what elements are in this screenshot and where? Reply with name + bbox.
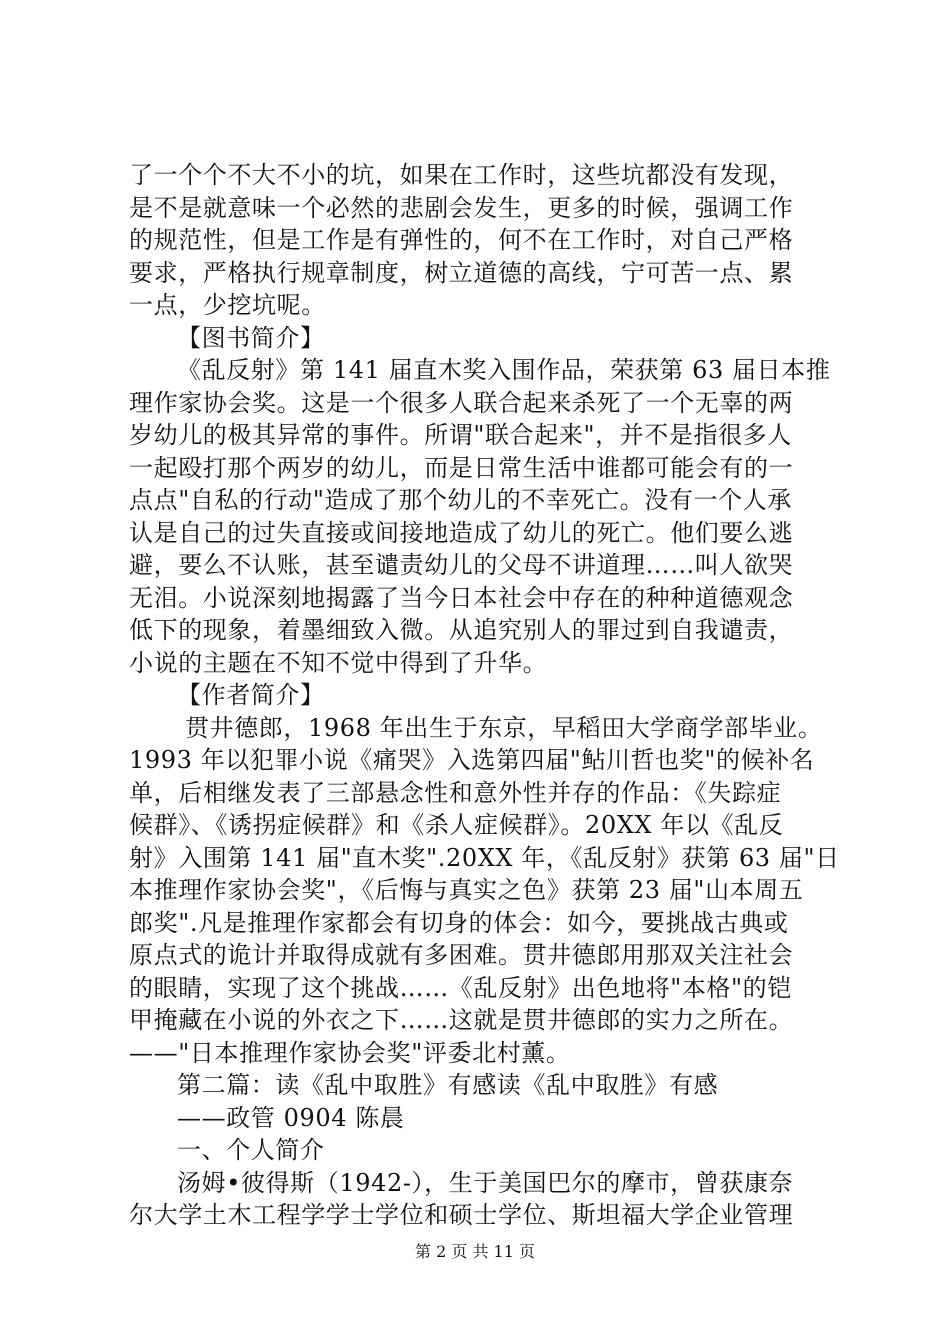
- text-line: 点点"自私的行动"造成了那个幼儿的不幸死亡。没有一个人承: [129, 486, 792, 514]
- text-line: 本推理作家协会奖"，《后悔与真实之色》获第 23 届"山本周五: [129, 876, 804, 904]
- text-line: 无泪。小说深刻地揭露了当今日本社会中存在的种种道德观念: [129, 583, 794, 612]
- text-line: 贯井德郎，1968 年出生于东京，早稻田大学商学部毕业。: [185, 713, 823, 742]
- text-line: 候群》、《诱拐症候群》和《杀人症候群》。20XX 年以《乱反: [129, 811, 784, 839]
- text-line: 岁幼儿的极其异常的事件。所谓"联合起来"，并不是指很多人: [129, 421, 792, 449]
- text-line: 1993 年以犯罪小说《痛哭》入选第四届"鲇川哲也奖"的候补名: [129, 746, 815, 774]
- text-line: 射》入围第 141 届"直木奖".20XX 年，《乱反射》获第 63 届"日: [129, 843, 840, 872]
- section-heading-author-intro: 【作者简介】: [177, 681, 325, 709]
- text-line: 是不是就意味一个必然的悲剧会发生，更多的时候，强调工作: [129, 193, 794, 222]
- section-heading-book-intro: 【图书简介】: [177, 323, 325, 352]
- text-line: 理作家协会奖。这是一个很多人联合起来杀死了一个无辜的两: [129, 388, 794, 417]
- text-line: 尔大学土木工程学学士学位和硕士学位、斯坦福大学企业管理: [129, 1201, 794, 1229]
- text-line: 的规范性，但是工作是有弹性的，何不在工作时，对自己严格: [129, 226, 794, 254]
- text-line: 甲掩藏在小说的外衣之下……这就是贯井德郎的实力之所在。: [129, 1006, 794, 1034]
- text-line: 原点式的诡计并取得成就有多困难。贯井德郎用那双关注社会: [129, 941, 794, 969]
- text-line: 了一个个不大不小的坑，如果在工作时，这些坑都没有发现，: [129, 161, 794, 189]
- text-line: 的眼睛，实现了这个挑战……《乱反射》出色地将"本格"的铠: [129, 973, 792, 1002]
- text-line: 避，要么不认账，甚至谴责幼儿的父母不讲道理……叫人欲哭: [129, 551, 794, 579]
- text-line: 低下的现象，着墨细致入微。从追究别人的罪过到自我谴责，: [129, 616, 794, 644]
- text-line: 一起殴打那个两岁的幼儿，而是日常生活中谁都可能会有的一: [129, 453, 794, 482]
- text-line: 小说的主题在不知不觉中得到了升华。: [129, 648, 548, 677]
- text-line: 汤姆•彼得斯（1942-），生于美国巴尔的摩市，曾获康奈: [177, 1168, 794, 1197]
- text-line: 一点，少挖坑呢。: [129, 291, 326, 319]
- text-line: ——"日本推理作家协会奖"评委北村薰。: [129, 1038, 571, 1067]
- page-number-footer: 第 2 页 共 11 页: [415, 1242, 535, 1261]
- subsection-heading: 一、个人简介: [177, 1136, 325, 1164]
- text-line: 要求，严格执行规章制度，树立道德的高线，宁可苦一点、累: [129, 258, 794, 287]
- chapter-author: ——政管 0904 陈晨: [177, 1103, 405, 1132]
- text-line: 郎奖".凡是推理作家都会有切身的体会：如今，要挑战古典或: [129, 908, 789, 937]
- document-body: [129, 159, 849, 1232]
- text-line: 《乱反射》第 141 届直木奖入围作品，荣获第 63 届日本推: [177, 356, 831, 384]
- text-line: 认是自己的过失直接或间接地造成了幼儿的死亡。他们要么逃: [129, 518, 794, 547]
- chapter-title: 第二篇：读《乱中取胜》有感读《乱中取胜》有感: [177, 1071, 719, 1099]
- text-line: 单，后相继发表了三部悬念性和意外性并存的作品：《失踪症: [129, 778, 782, 807]
